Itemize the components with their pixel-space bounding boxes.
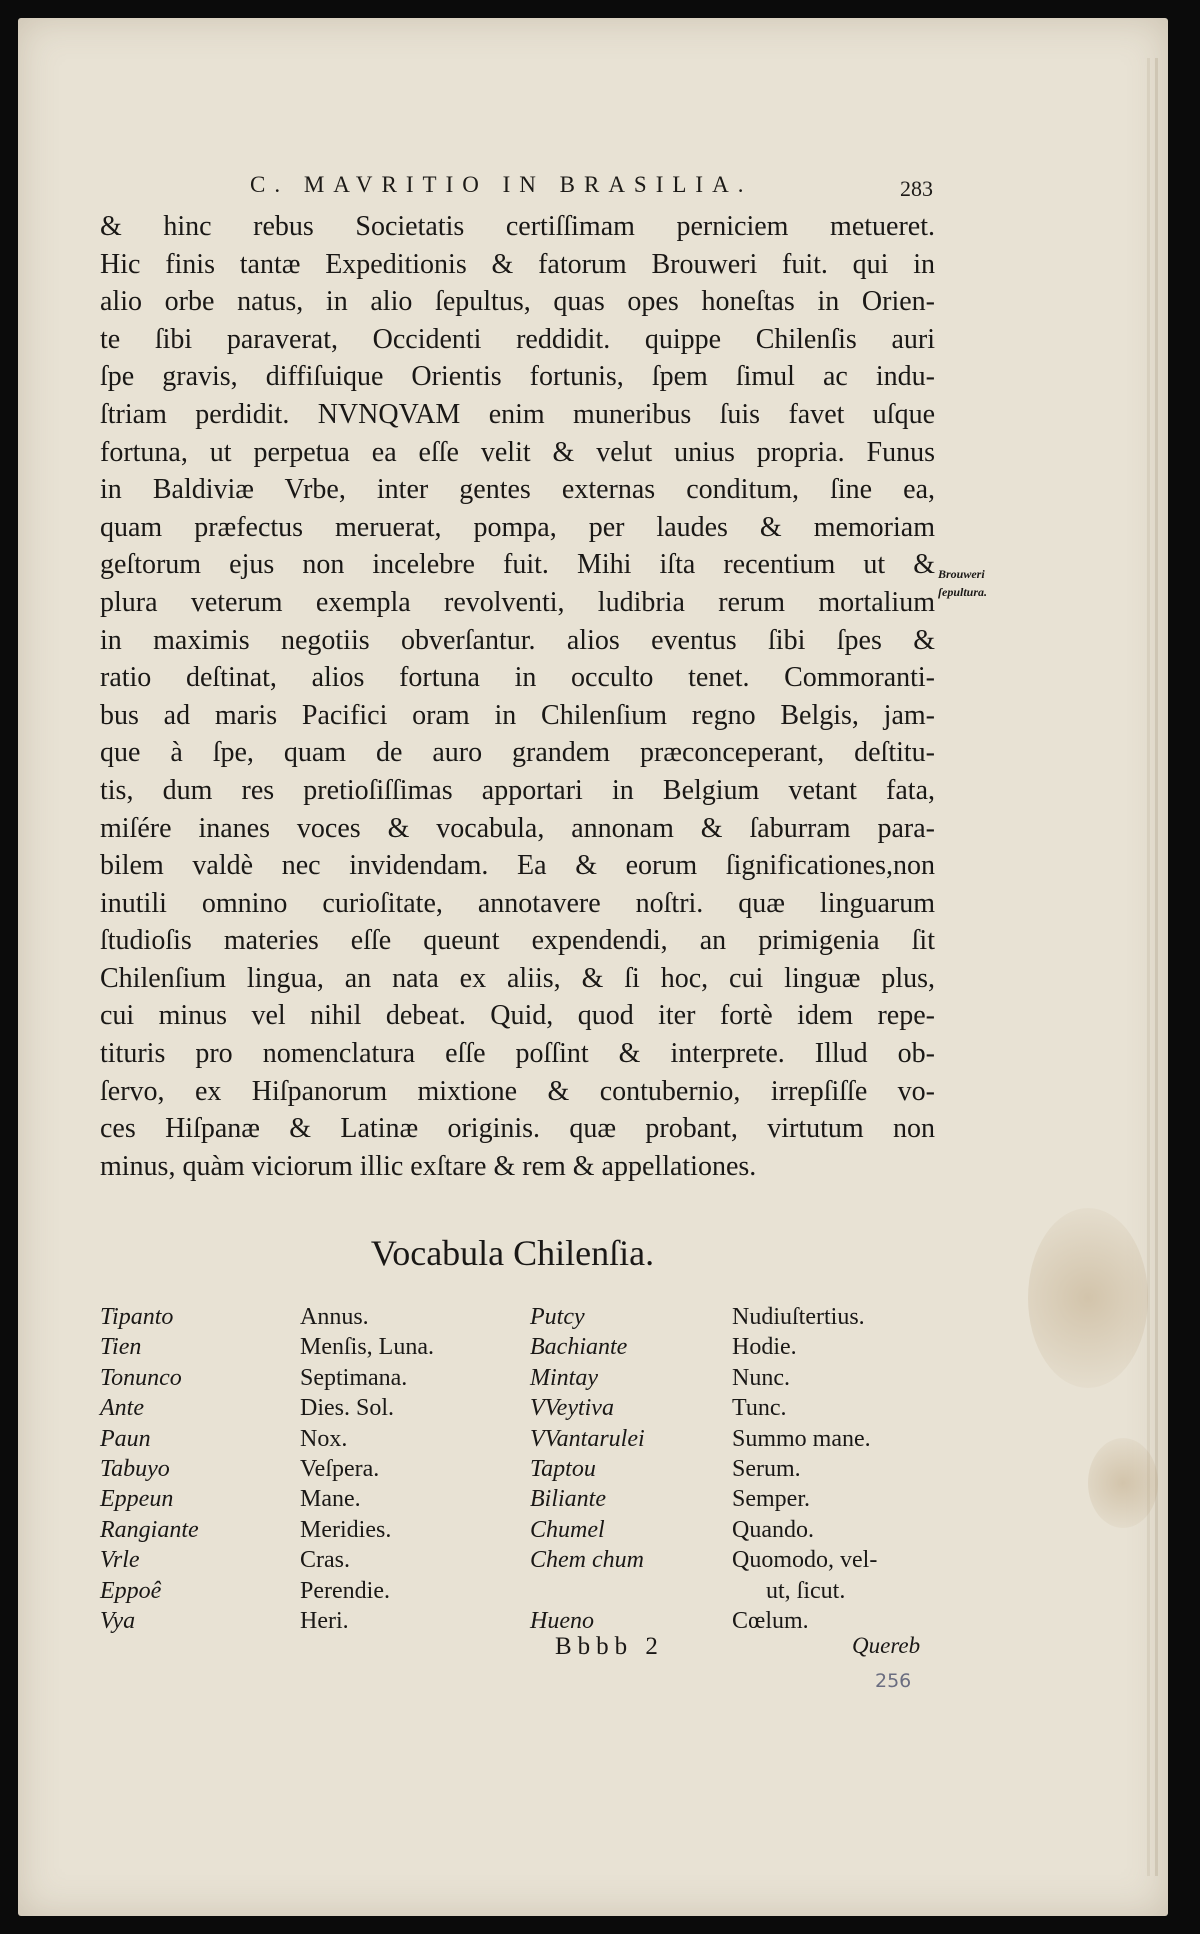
signature-mark: Bbbb 2: [555, 1633, 664, 1660]
vocab-term: Tipanto: [100, 1304, 174, 1330]
vocab-meaning: Nunc.: [732, 1364, 790, 1391]
text-line: bus ad maris Pacifici oram in Chilenſium regno Belgis, jam-: [100, 699, 935, 731]
vocab-meaning: Quando.: [732, 1516, 814, 1543]
running-head: C. MAVRITIO IN BRASILIA.: [250, 172, 753, 197]
text-line: geſtorum ejus non incelebre fuit. Mihi iſta recentium ut &: [100, 549, 935, 581]
marginal-note: [938, 565, 987, 601]
text-line: te ſibi paraverat, Occidenti reddidit. quippe Chilenſis auri: [100, 323, 935, 355]
text-line: ſtriam perdidit. NVNQVAM enim muneribus ſuis favet uſque: [100, 398, 935, 430]
vocab-term: Biliante: [530, 1486, 606, 1513]
catchword: Quereb: [852, 1633, 921, 1658]
vocab-term: [530, 1576, 645, 1606]
marginal-note-line: ſepultura.: [938, 585, 988, 599]
vocab-meaning: Annus.: [300, 1304, 369, 1330]
body-text: [100, 208, 935, 1185]
text-line: minus, quàm viciorum illic exſtare & rem & appellationes.: [100, 1150, 757, 1182]
vocab-meaning: Summo mane.: [732, 1425, 871, 1452]
text-line: miſére inanes voces & vocabula, annonam & ſaburram para-: [100, 812, 935, 844]
text-line: in maximis negotiis obverſantur. alios eventus ſibi ſpes &: [100, 624, 935, 656]
marginal-note-line: Brouweri: [938, 567, 985, 581]
text-line: alio orbe natus, in alio ſepultus, quas opes honeſtas in Orien-: [100, 286, 935, 318]
text-line: ſpe gravis, diffiſuique Orientis fortunis, ſpem ſimul ac indu-: [100, 361, 935, 393]
text-line: ſervo, ex Hiſpanorum mixtione & contubernio, irrepſiſſe vo-: [100, 1075, 935, 1107]
vocab-meaning: Meridies.: [300, 1516, 392, 1543]
text-line: fortuna, ut perpetua ea eſſe velit & velut unius propria. Funus: [100, 436, 935, 468]
vocab-term: Eppoê: [100, 1577, 162, 1604]
text-line: tituris pro nomenclatura eſſe poſſint & interprete. Illud ob-: [100, 1038, 935, 1070]
vocab-term: Tonunco: [100, 1364, 182, 1391]
vocab-term: Rangiante: [100, 1516, 199, 1543]
vocab-term: Putcy: [530, 1304, 585, 1330]
vocab-meaning: Heri.: [300, 1607, 349, 1634]
vocab-term: Eppeun: [100, 1486, 174, 1513]
vocab-meaning: Dies. Sol.: [300, 1395, 395, 1422]
vocab-meaning: Hodie.: [732, 1334, 797, 1361]
vocab-meaning: Serum.: [732, 1455, 801, 1482]
page-edge: [1155, 58, 1158, 1876]
vocab-term: Bachiante: [530, 1334, 628, 1361]
text-line: Hic finis tantæ Expeditionis & fatorum Brouweri fuit. qui in: [100, 248, 935, 280]
vocab-term: Paun: [100, 1425, 151, 1452]
vocab-meaning: Nox.: [300, 1425, 348, 1452]
text-line: ces Hiſpanæ & Latinæ originis. quæ probant, virtutum non: [100, 1113, 935, 1145]
vocab-term: VVantarulei: [530, 1425, 645, 1452]
text-line: inutili omnino curioſitate, annotavere noſtri. quæ linguarum: [100, 887, 935, 919]
text-line: plura veterum exempla revolventi, ludibria rerum mortalium: [100, 586, 935, 618]
text-line: bilem valdè nec invidendam. Ea & eorum ſignificationes,non: [100, 850, 935, 882]
vocab-term: Taptou: [530, 1455, 596, 1482]
text-line: ſtudioſis materies eſſe queunt expendendi, an primigenia ſit: [100, 925, 935, 957]
vocab-term: Vrle: [100, 1547, 140, 1574]
page-number: 283: [900, 176, 933, 201]
vocab-term: Vya: [100, 1607, 136, 1634]
text-line: quam præfectus meruerat, pompa, per laudes & memoriam: [100, 511, 935, 543]
vocab-meaning: ut, ſicut.: [766, 1577, 846, 1604]
vocab-term: Tabuyo: [100, 1455, 170, 1482]
vocab-term: Chem chum: [530, 1547, 644, 1574]
vocab-meaning: Nudiuſtertius.: [732, 1304, 865, 1330]
vocab-terms-left: [100, 1302, 199, 1636]
foxing-stain: [1088, 1438, 1158, 1528]
vocab-term: Mintay: [530, 1364, 598, 1391]
vocab-term: Hueno: [530, 1607, 594, 1634]
text-line: cui minus vel nihil debeat. Quid, quod iter fortè idem repe-: [100, 1000, 935, 1032]
vocabulary-title: Vocabula Chilenſia.: [370, 1233, 655, 1273]
vocab-terms-right: [530, 1302, 645, 1636]
handwritten-note: 256: [875, 1670, 912, 1692]
vocab-meaning: Tunc.: [732, 1395, 787, 1422]
text-line: Chilenſium lingua, an nata ex aliis, & ſi hoc, cui linguæ plus,: [100, 962, 935, 994]
vocab-term: VVeytiva: [530, 1395, 614, 1422]
vocab-term: Ante: [100, 1395, 144, 1422]
foxing-stain: [1028, 1208, 1148, 1388]
vocab-meaning: Quomodo, vel-: [732, 1547, 878, 1574]
vocab-meaning: Cœlum.: [732, 1607, 809, 1634]
vocab-term: Chumel: [530, 1516, 605, 1543]
text-line: que à ſpe, quam de auro grandem præconceperant, deſtitu-: [100, 737, 935, 769]
vocab-meaning: Veſpera.: [300, 1455, 380, 1482]
vocab-meaning: Cras.: [300, 1547, 350, 1574]
vocab-meaning: Semper.: [732, 1486, 810, 1513]
vocab-meaning: Menſis, Luna.: [300, 1334, 434, 1361]
text-line: ratio deſtinat, alios fortuna in occulto tenet. Commoranti-: [100, 662, 935, 694]
vocab-meaning: Perendie.: [300, 1577, 390, 1604]
vocab-meanings-left: [300, 1302, 434, 1636]
vocab-term: Tien: [100, 1334, 142, 1361]
vocab-meaning: Mane.: [300, 1486, 361, 1513]
page-edge: [1147, 58, 1150, 1876]
vocab-meanings-right: [732, 1302, 877, 1636]
text-line: tis, dum res pretioſiſſimas apportari in Belgium vetant fata,: [100, 774, 935, 806]
text-line: in Baldiviæ Vrbe, inter gentes externas conditum, ſine ea,: [100, 474, 935, 506]
vocab-meaning: Septimana.: [300, 1364, 408, 1391]
text-line: & hinc rebus Societatis certiſſimam perniciem metueret.: [100, 211, 935, 242]
